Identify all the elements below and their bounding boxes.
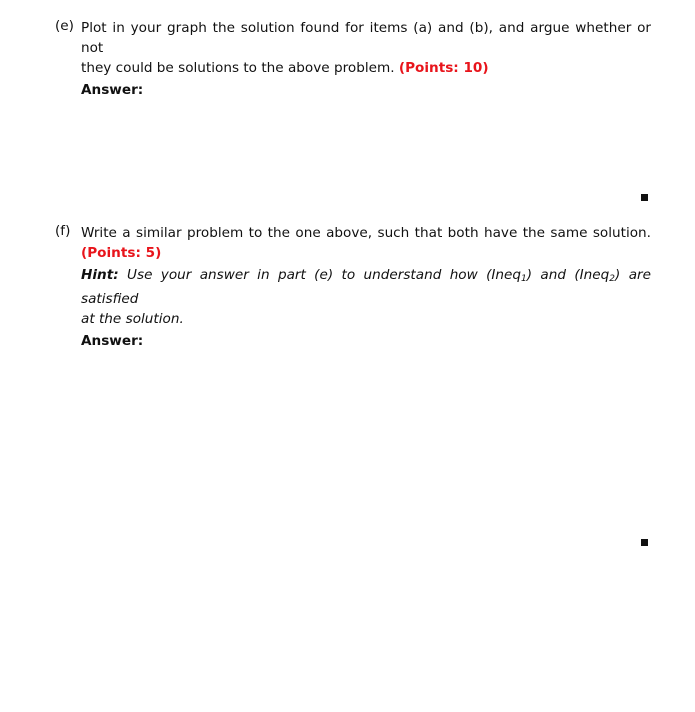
hint-text-1: Use your answer in part (e) to understand how (Ineq bbox=[127, 267, 522, 283]
question-e-label: (e) bbox=[55, 18, 74, 34]
question-f-answer-label: Answer: bbox=[81, 333, 144, 349]
question-f-label: (f) bbox=[55, 223, 71, 239]
question-f-text-line1: Write a similar problem to the one above, such that both have the same solution. bbox=[81, 225, 651, 241]
question-f bbox=[55, 223, 651, 351]
question-e-answer-label: Answer: bbox=[81, 82, 144, 98]
hint-sub-1: 1 bbox=[521, 274, 527, 284]
hint-label: Hint: bbox=[81, 267, 119, 283]
question-f-points: (Points: 5) bbox=[81, 245, 162, 261]
qed-square-icon bbox=[641, 194, 648, 201]
question-f-hint bbox=[81, 265, 651, 329]
hint-text-line2: at the solution. bbox=[81, 311, 184, 327]
question-e bbox=[55, 18, 651, 100]
hint-text-2: ) and (Ineq bbox=[526, 267, 610, 283]
question-e-points: (Points: 10) bbox=[398, 60, 489, 76]
hint-sub-2: 2 bbox=[609, 274, 616, 284]
question-e-text-line2: they could be solutions to the above problem. bbox=[81, 60, 395, 76]
qed-square-icon bbox=[641, 539, 648, 546]
question-e-text-line1: Plot in your graph the solution found for items (a) and (b), and argue whether or not bbox=[81, 20, 651, 56]
hint-text-3: ) are satisfied bbox=[81, 267, 651, 307]
